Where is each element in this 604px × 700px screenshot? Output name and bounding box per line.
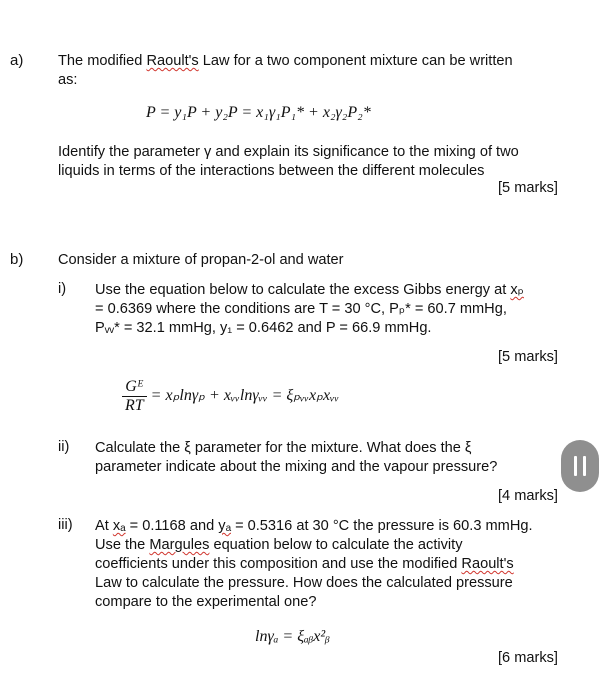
xp-symbol: xₚ	[510, 282, 524, 298]
part-b-iii-line5: compare to the experimental one?	[95, 594, 317, 610]
part-a-label: a)	[10, 52, 24, 69]
part-b-iii-at: At	[95, 518, 109, 534]
margules-equation: lnγₐ = ξₐᵦx²ᵦ	[255, 628, 330, 645]
gibbs-numerator: Gᴱ	[122, 378, 147, 397]
part-a-intro-line2: as:	[58, 72, 78, 88]
xa-symbol: xₐ	[112, 518, 126, 534]
part-b-i-line2: = 0.6369 where the conditions are T = 30 °C, Pₚ* = 60.7 mmHg,	[95, 301, 507, 317]
part-b-i-marks: [5 marks]	[497, 349, 558, 365]
part-b-iii-label: iii)	[58, 517, 73, 533]
part-b-iii-line3-a: coefficients under this composition and use the modified	[95, 556, 458, 572]
part-b-ii-line2: parameter indicate about the mixing and the vapour pressure?	[95, 459, 498, 475]
part-b-iii-line4: Law to calculate the pressure. How does the calculated pressure	[95, 575, 513, 591]
part-b-i-line1: Use the equation below to calculate the excess Gibbs energy at	[95, 282, 507, 298]
part-b-ii-marks: [4 marks]	[497, 488, 558, 504]
raoult-equation: P = y₁P + y₂P = x₁γ₁P₁* + x₂γ₂P₂*	[146, 104, 371, 121]
part-a-marks: [5 marks]	[497, 180, 558, 196]
part-b-iii-text	[95, 517, 565, 612]
part-b-label: b)	[10, 251, 24, 268]
part-b-i-label: i)	[58, 281, 67, 297]
raoults-spelling-flag: Raoult's	[146, 53, 199, 69]
part-a-question-line2: liquids in terms of the interactions between the different molecules	[58, 163, 485, 179]
gibbs-equation	[122, 378, 339, 415]
part-b-i-line3: Pᵥᵥ* = 32.1 mmHg, y₁ = 0.6462 and P = 66.9 mmHg.	[95, 320, 432, 336]
part-b-iii-line1-c: = 0.5316 at 30 °C the pressure is 60.3 mmHg.	[235, 518, 533, 534]
raoults-spelling-flag-2: Raoult's	[461, 556, 514, 572]
scroll-handle[interactable]	[561, 440, 599, 492]
part-a-intro-text-rest: Law for a two component mixture can be written	[202, 53, 513, 69]
part-b-ii-label: ii)	[58, 439, 70, 455]
pause-bars-icon	[574, 456, 577, 476]
part-b-iii-line2-b: equation below to calculate the activity	[213, 537, 463, 553]
gibbs-fraction	[122, 378, 147, 415]
margules-spelling-flag: Margules	[149, 537, 210, 553]
part-a-intro	[58, 52, 568, 90]
part-b-iii-line1-b: = 0.1168 and	[129, 518, 215, 534]
part-b-ii-line1: Calculate the ξ parameter for the mixture. What does the ξ	[95, 440, 472, 456]
part-a-question-line1: Identify the parameter γ and explain its significance to the mixing of two	[58, 144, 519, 160]
part-a-question	[58, 143, 568, 181]
part-b-i-text	[95, 281, 565, 338]
gibbs-equation-rest: = xₚlnγₚ + xᵥᵥlnγᵥᵥ = ξₚᵥᵥxₚxᵥᵥ	[150, 387, 340, 405]
part-b-iii-line2-a: Use the	[95, 537, 146, 553]
ya-symbol: yₐ	[218, 518, 231, 534]
part-b-iii-marks: [6 marks]	[497, 650, 558, 666]
part-b-ii-text	[95, 439, 555, 477]
gibbs-denominator: RT	[125, 397, 144, 414]
part-a-intro-text: The modified	[58, 53, 143, 69]
pause-bars-icon-right	[583, 456, 586, 476]
part-b-intro: Consider a mixture of propan-2-ol and water	[58, 252, 344, 268]
